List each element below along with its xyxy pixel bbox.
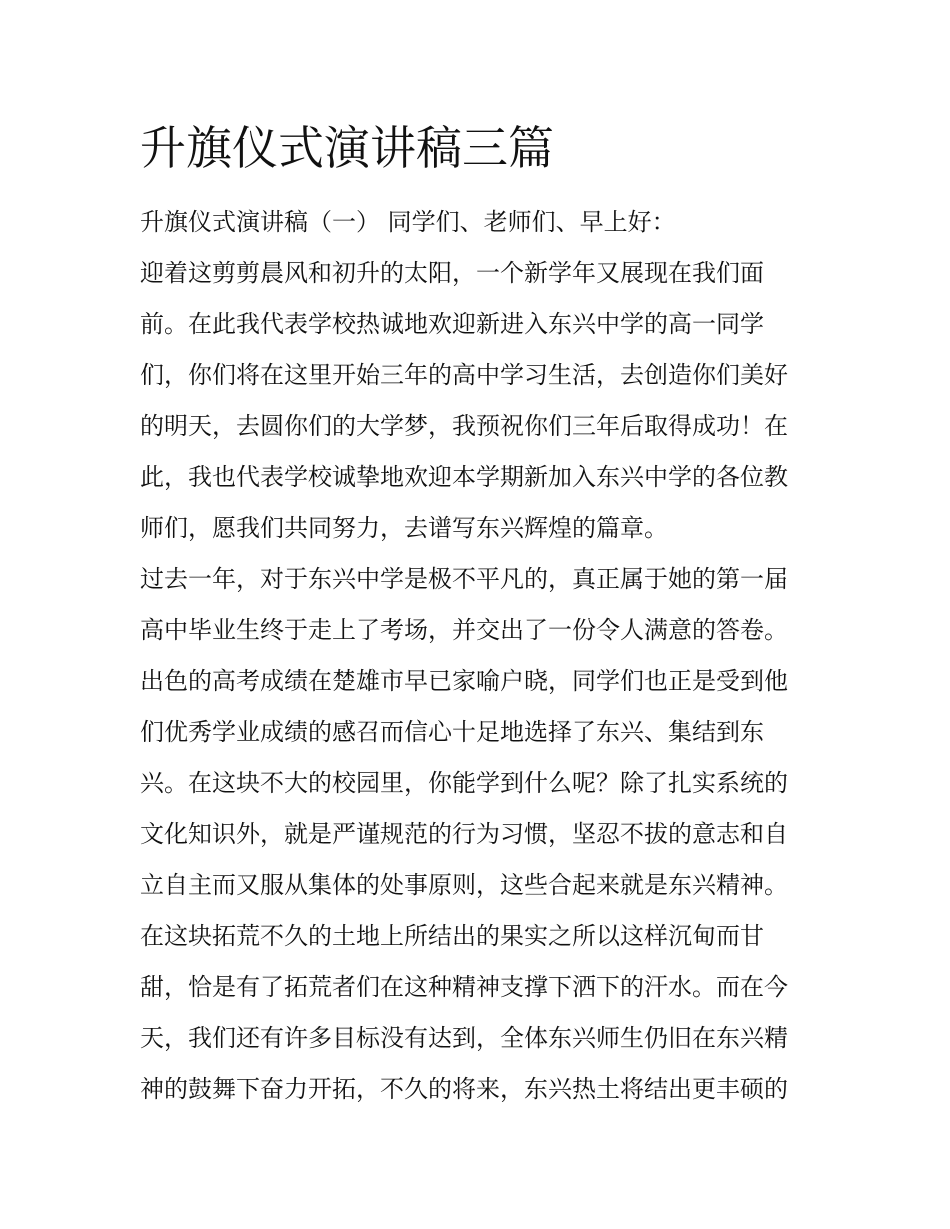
text-line: 们，你们将在这里开始三年的高中学习生活，去创造你们美好 bbox=[140, 361, 788, 389]
text-line: 出色的高考成绩在楚雄市早已家喻户晓，同学们也正是受到他 bbox=[140, 667, 788, 695]
text-line: 高中毕业生终于走上了考场，并交出了一份令人满意的答卷。 bbox=[140, 616, 788, 644]
document-body bbox=[140, 197, 830, 1115]
text-line: 的明天，去圆你们的大学梦，我预祝你们三年后取得成功！在 bbox=[140, 412, 788, 440]
text-line: 迎着这剪剪晨风和初升的太阳，一个新学年又展现在我们面 bbox=[140, 259, 764, 287]
text-line: 师们，愿我们共同努力，去谱写东兴辉煌的篇章。 bbox=[140, 514, 668, 542]
text-line: 甜，恰是有了拓荒者们在这种精神支撑下洒下的汗水。而在今 bbox=[140, 973, 788, 1001]
text-line: 神的鼓舞下奋力开拓，不久的将来，东兴热土将结出更丰硕的 bbox=[140, 1075, 788, 1103]
text-line: 天，我们还有许多目标没有达到，全体东兴师生仍旧在东兴精 bbox=[140, 1024, 788, 1052]
text-line: 文化知识外，就是严谨规范的行为习惯，坚忍不拔的意志和自 bbox=[140, 820, 788, 848]
text-line: 们优秀学业成绩的感召而信心十足地选择了东兴、集结到东 bbox=[140, 718, 764, 746]
text-line: 此，我也代表学校诚挚地欢迎本学期新加入东兴中学的各位教 bbox=[140, 463, 788, 491]
document-title: 升旗仪式演讲稿三篇 bbox=[140, 121, 554, 175]
text-line: 兴。在这块不大的校园里，你能学到什么呢？除了扎实系统的 bbox=[140, 769, 788, 797]
text-line: 立自主而又服从集体的处事原则，这些合起来就是东兴精神。 bbox=[140, 871, 788, 899]
text-line: 在这块拓荒不久的土地上所结出的果实之所以这样沉甸而甘 bbox=[140, 922, 764, 950]
text-line: 升旗仪式演讲稿（一） 同学们、老师们、早上好： bbox=[140, 208, 676, 236]
text-line: 前。在此我代表学校热诚地欢迎新进入东兴中学的高一同学 bbox=[140, 310, 764, 338]
text-line: 过去一年，对于东兴中学是极不平凡的，真正属于她的第一届 bbox=[140, 565, 788, 593]
